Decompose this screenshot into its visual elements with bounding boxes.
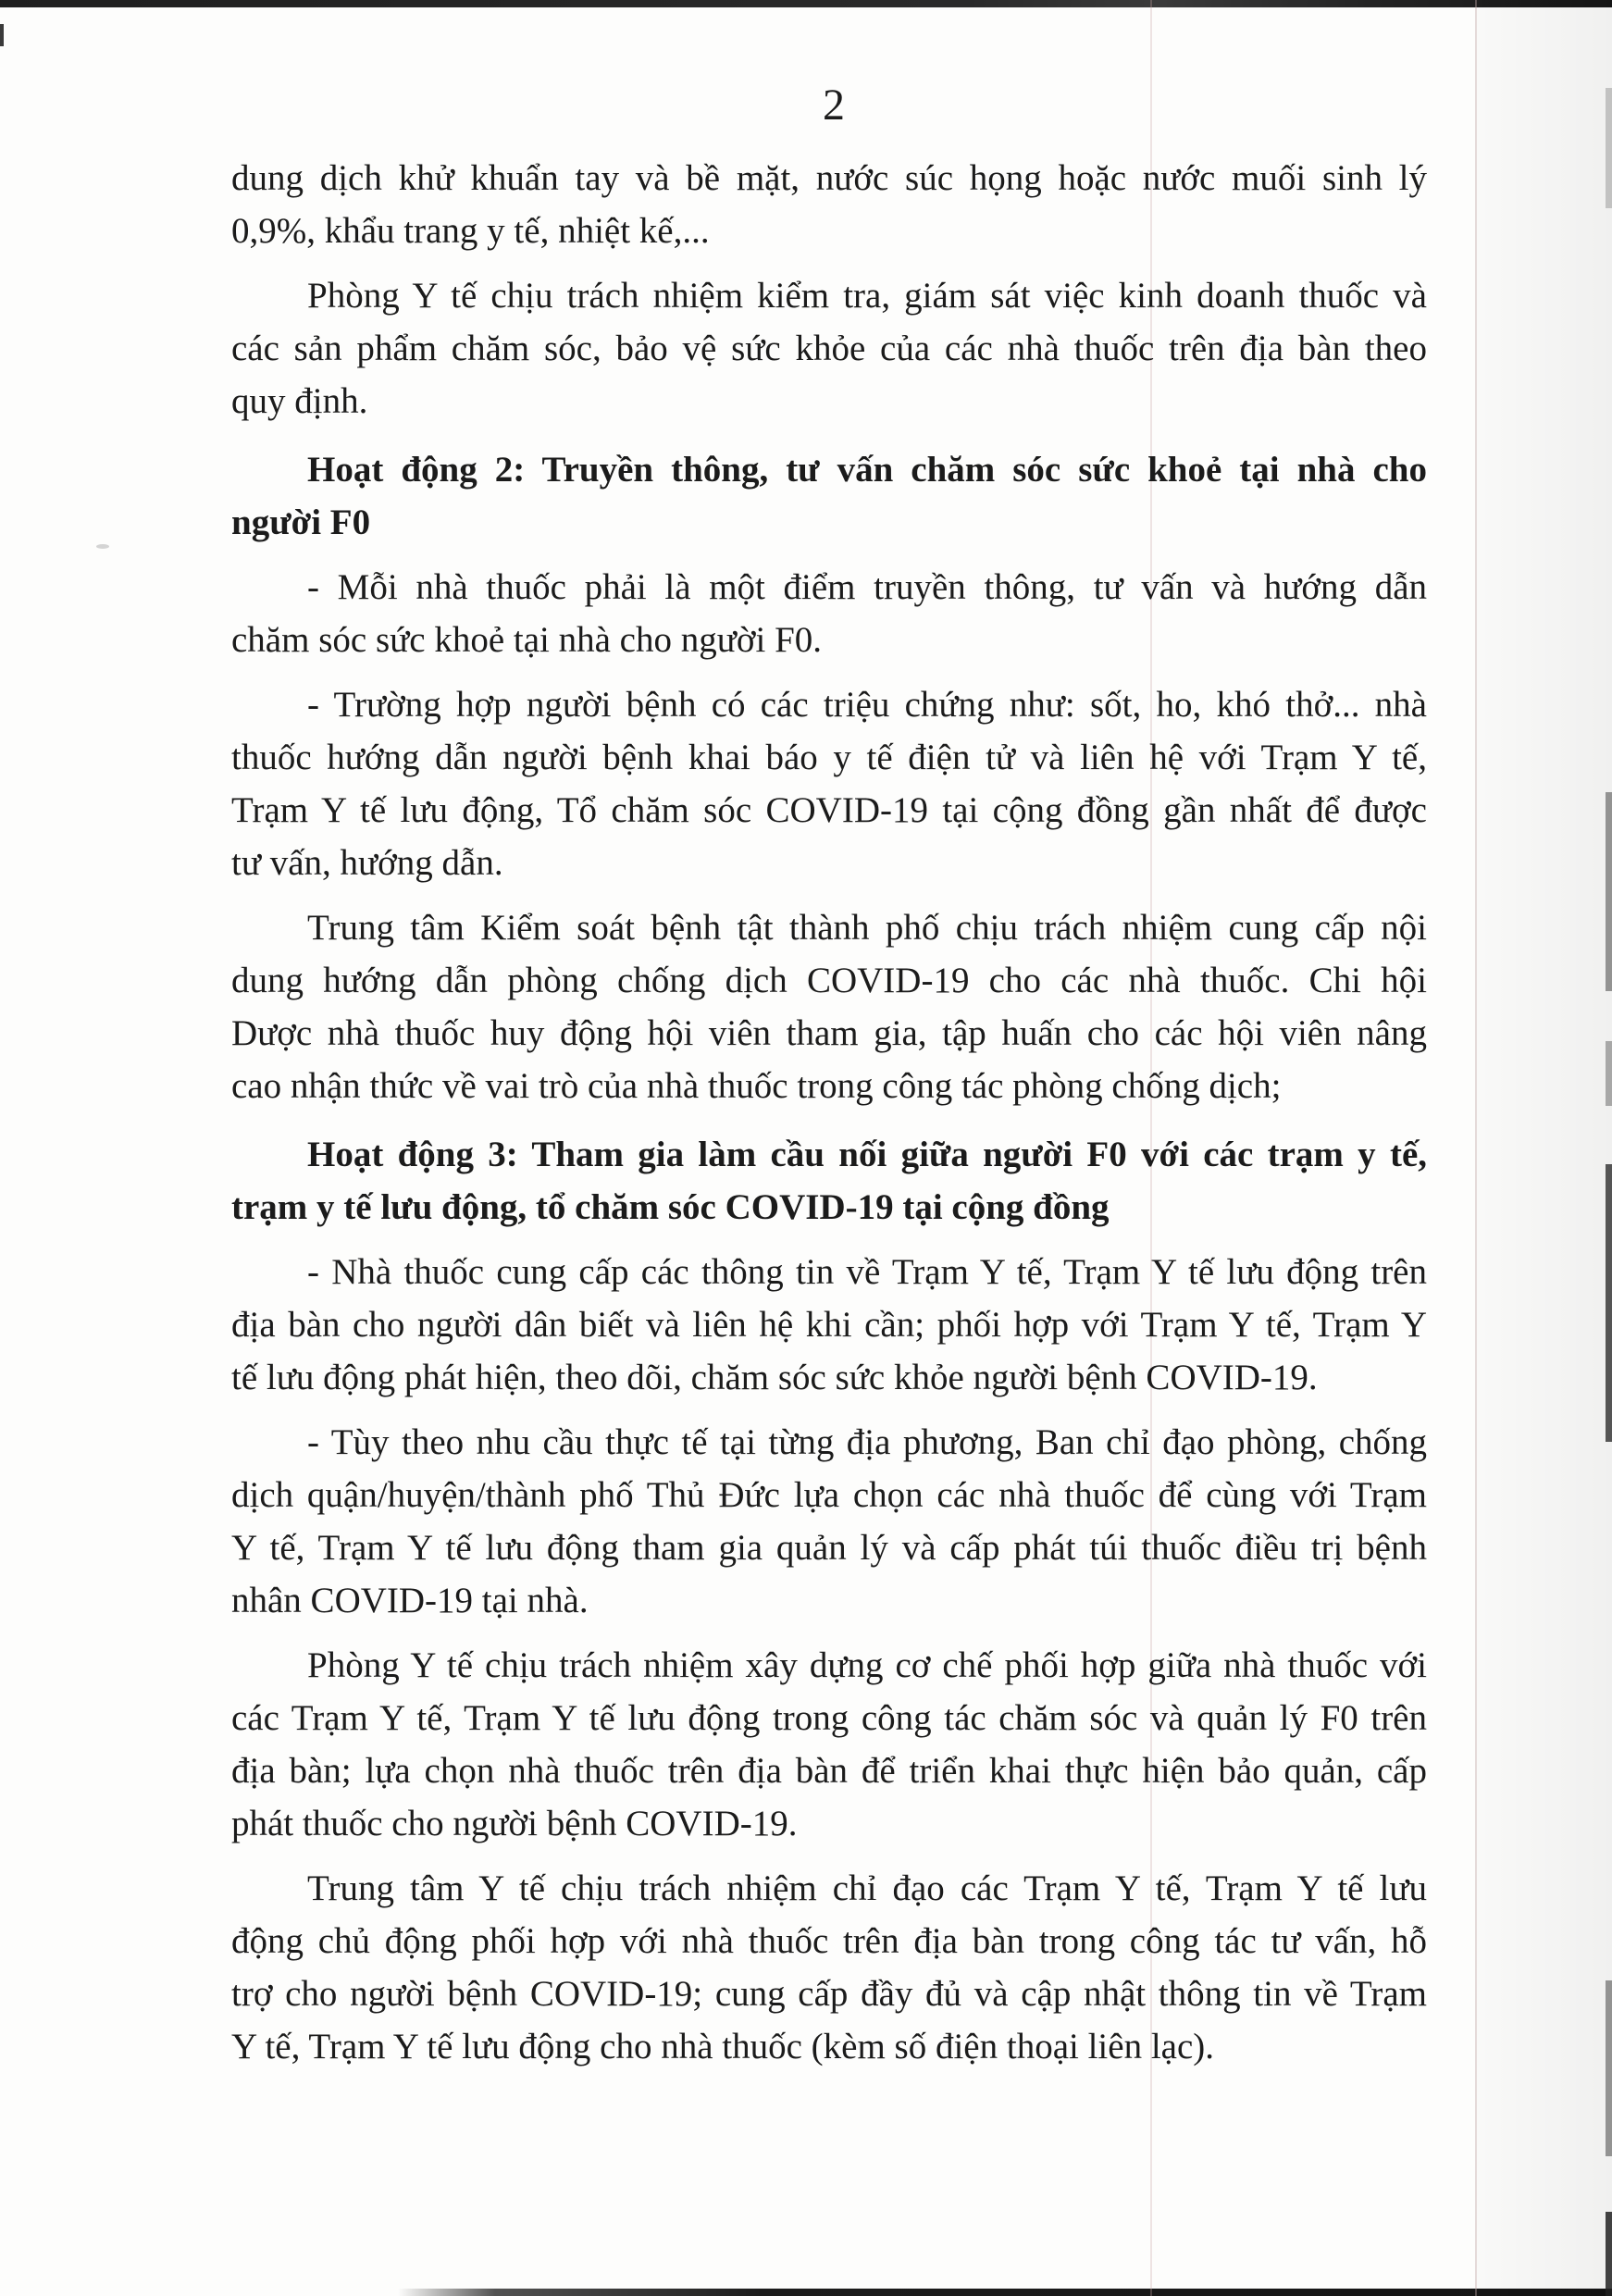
text-line: Trạm Y tế lưu động, Tổ chăm sóc COVID-19 tại cộng đồng gần nhất để được (231, 790, 1427, 830)
text-line: - Mỗi nhà thuốc phải là một điểm truyền thông, tư vấn và hướng dẫn (307, 567, 1427, 607)
paragraph (231, 1639, 1427, 1850)
text-line: Y tế, Trạm Y tế lưu động tham gia quản lý và cấp phát túi thuốc điều trị bệnh (231, 1528, 1427, 1568)
text-line: tư vấn, hướng dẫn. (231, 843, 503, 883)
paragraph (231, 1246, 1427, 1404)
paragraph (231, 1416, 1427, 1627)
text-line: Phòng Y tế chịu trách nhiệm kiểm tra, giám sát việc kinh doanh thuốc và (307, 276, 1427, 316)
paragraph (231, 1862, 1427, 2073)
text-line: tế lưu động phát hiện, theo dõi, chăm sóc sức khỏe người bệnh COVID-19. (231, 1358, 1318, 1397)
text-line: Hoạt động 3: Tham gia làm cầu nối giữa người F0 với các trạm y tế, (307, 1135, 1427, 1174)
paragraph (231, 152, 1427, 257)
paragraph (231, 561, 1427, 666)
text-line: các Trạm Y tế, Trạm Y tế lưu động trong công tác chăm sóc và quản lý F0 trên (231, 1698, 1427, 1738)
scan-right-edge-mark (1606, 2212, 1612, 2296)
text-line: dịch quận/huyện/thành phố Thủ Đức lựa chọn các nhà thuốc để cùng với Trạm (231, 1475, 1427, 1515)
page-number: 2 (823, 81, 845, 130)
scan-right-edge-mark (1606, 1980, 1612, 2156)
text-line: - Trường hợp người bệnh có các triệu chứng như: sốt, ho, khó thở... nhà (307, 685, 1427, 725)
text-line: Dược nhà thuốc huy động hội viên tham gia, tập huấn cho các hội viên nâng (231, 1013, 1427, 1053)
text-line: - Tùy theo nhu cầu thực tế tại từng địa phương, Ban chỉ đạo phòng, chống (307, 1422, 1427, 1462)
text-line: dung hướng dẫn phòng chống dịch COVID-19 cho các nhà thuốc. Chi hội (231, 961, 1427, 1000)
text-line: Trung tâm Kiểm soát bệnh tật thành phố chịu trách nhiệm cung cấp nội (307, 908, 1427, 948)
text-line: phát thuốc cho người bệnh COVID-19. (231, 1804, 798, 1843)
paper-fold-line (1475, 0, 1477, 2296)
text-line: dung dịch khử khuẩn tay và bề mặt, nước súc họng hoặc nước muối sinh lý (231, 158, 1427, 198)
text-line: các sản phẩm chăm sóc, bảo vệ sức khỏe của các nhà thuốc trên địa bàn theo (231, 329, 1427, 368)
scan-bottom-edge (398, 2289, 1612, 2296)
text-line: chăm sóc sức khoẻ tại nhà cho người F0. (231, 620, 823, 660)
scan-right-shading (1477, 0, 1612, 2296)
text-line: địa bàn cho người dân biết và liên hệ khi cần; phối hợp với Trạm Y tế, Trạm Y (231, 1305, 1427, 1345)
text-line: cao nhận thức về vai trò của nhà thuốc trong công tác phòng chống dịch; (231, 1066, 1282, 1106)
text-line: - Nhà thuốc cung cấp các thông tin về Trạm Y tế, Trạm Y tế lưu động trên (307, 1252, 1427, 1292)
text-line: 0,9%, khẩu trang y tế, nhiệt kế,... (231, 211, 710, 251)
text-line: Trung tâm Y tế chịu trách nhiệm chỉ đạo các Trạm Y tế, Trạm Y tế lưu (307, 1868, 1427, 1908)
paragraph (231, 678, 1427, 889)
text-line: trạm y tế lưu động, tổ chăm sóc COVID-19 tại cộng đồng (231, 1187, 1110, 1227)
section-heading (231, 443, 1427, 549)
scan-right-edge-mark (1606, 88, 1612, 208)
text-line: nhân COVID-19 tại nhà. (231, 1581, 589, 1620)
text-line: người F0 (231, 503, 371, 542)
scan-right-edge-mark (1606, 792, 1612, 991)
scan-top-edge (0, 0, 1612, 7)
section-heading (231, 1128, 1427, 1234)
paragraph (231, 901, 1427, 1112)
text-line: Hoạt động 2: Truyền thông, tư vấn chăm sóc sức khoẻ tại nhà cho (307, 450, 1427, 490)
paragraph (231, 269, 1427, 428)
document-body (231, 152, 1427, 2073)
text-line: động chủ động phối hợp với nhà thuốc trên địa bàn trong công tác tư vấn, hỗ (231, 1921, 1427, 1961)
text-line: Phòng Y tế chịu trách nhiệm xây dựng cơ chế phối hợp giữa nhà thuốc với (307, 1645, 1427, 1685)
text-line: thuốc hướng dẫn người bệnh khai báo y tế điện tử và liên hệ với Trạm Y tế, (231, 738, 1427, 777)
scan-right-edge-mark (1606, 1164, 1612, 1442)
scan-corner-mark (0, 24, 4, 46)
text-line: quy định. (231, 381, 368, 421)
text-line: trợ cho người bệnh COVID-19; cung cấp đầy đủ và cập nhật thông tin về Trạm (231, 1974, 1427, 2014)
scan-right-edge-mark (1606, 1041, 1612, 1106)
text-line: Y tế, Trạm Y tế lưu động cho nhà thuốc (kèm số điện thoại liên lạc). (231, 2027, 1215, 2066)
scan-smudge (96, 544, 109, 549)
text-line: địa bàn; lựa chọn nhà thuốc trên địa bàn để triển khai thực hiện bảo quản, cấp (231, 1751, 1427, 1791)
